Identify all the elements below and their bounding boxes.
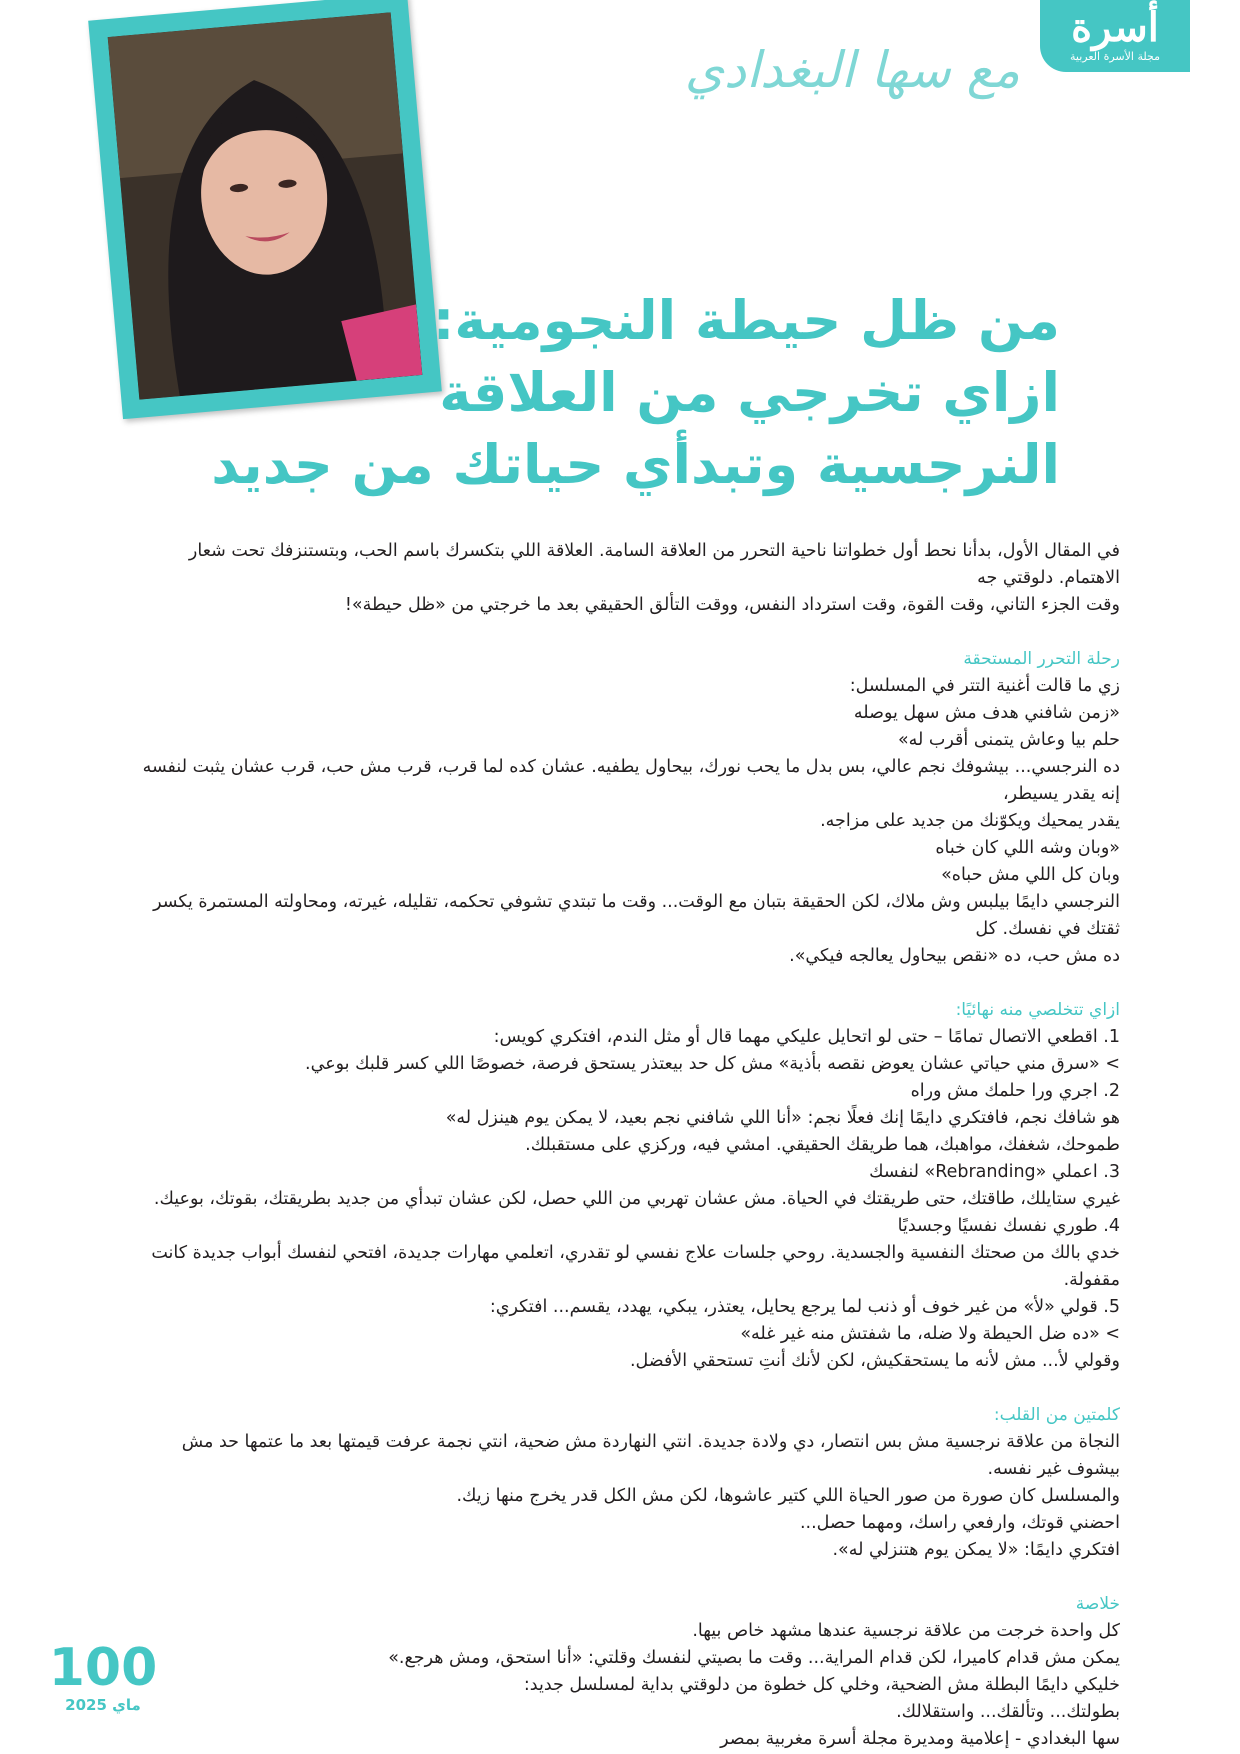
intro-line: في المقال الأول، بدأنا نحط أول خطواتنا ناحية التحرر من العلاقة السامة. العلاقة اللي بتكسرك باسم الحب، وبتستنزفك تحت شعار الاهتمام. دلوقتي جه	[188, 541, 1120, 588]
logo-subtitle: مجلة الأسرة العربية	[1070, 50, 1160, 63]
page-number: 100	[48, 1638, 158, 1698]
body-line: غيري ستايلك، طاقتك، حتى طريقتك في الحياة. مش عشان تهربي من اللي حصل، لكن عشان تبدأي من جديد بطريقتك، بقوتك، بوعيك.	[153, 1189, 1120, 1209]
body-line: وبان كل اللي مش حباه»	[941, 865, 1120, 885]
body-line: 4. طوري نفسك نفسيًا وجسديًا	[897, 1216, 1120, 1236]
body-line: 1. اقطعي الاتصال تمامًا – حتى لو اتحايل عليكي مهما قال أو مثل الندم، افتكري كويس:	[493, 1027, 1120, 1047]
body-line: النرجسي دايمًا بيلبس وش ملاك، لكن الحقيقة بتبان مع الوقت... وقت ما تبتدي تشوفي تحكمه، تقليله، غيرته، ومحاولته المستمرة يكسر ثقتك في نفسك. كل	[153, 892, 1120, 939]
magazine-logo	[1040, 0, 1190, 72]
body-line: النجاة من علاقة نرجسية مش بس انتصار، دي ولادة جديدة. انتي النهاردة مش ضحية، انتي نجمة عرفت قيمتها بعد ما عتمها حد مش بيشوف غير نفسه.	[181, 1432, 1120, 1479]
body-line: «زمن شافني هدف مش سهل يوصله	[853, 703, 1120, 723]
body-line: خليكي دايمًا البطلة مش الضحية، وخلي كل خطوة من دلوقتي بداية لمسلسل جديد:	[523, 1675, 1120, 1695]
body-line: طموحك، شغفك، مواهبك، هما طريقك الحقيقي. امشي فيه، وركزي على مستقبلك.	[525, 1135, 1120, 1155]
body-line: يقدر يمحيك ويكوّنك من جديد على مزاجه.	[820, 811, 1120, 831]
body-line: > «سرق مني حياتي عشان يعوض نقصه بأذية» مش كل حد بيعتذر يستحق فرصة، خصوصًا اللي كسر قلبك بوعي.	[305, 1054, 1120, 1074]
headline-line-2: ازاي تخرجي من العلاقة	[439, 361, 1060, 424]
section-heading: رحلة التحرر المستحقة	[963, 649, 1120, 669]
author-signature: سها البغدادي - إعلامية ومديرة مجلة أسرة مغربية بمصر	[720, 1729, 1120, 1749]
section-heading: كلمتين من القلب:	[993, 1405, 1120, 1425]
body-line: وقولي لأ... مش لأنه ما يستحقكيش، لكن لأنك أنتِ تستحقي الأفضل.	[629, 1351, 1120, 1371]
body-line: بطولتك... وتألقك... واستقلالك.	[896, 1702, 1120, 1722]
body-line: 2. اجري ورا حلمك مش وراه	[910, 1081, 1120, 1101]
body-line: زي ما قالت أغنية التتر في المسلسل:	[849, 676, 1120, 696]
headline-line-1: من ظل حيطة النجومية:	[432, 289, 1060, 352]
headline-line-3: النرجسية وتبدأي حياتك من جديد	[211, 433, 1060, 496]
body-line: 5. قولي «لأ» من غير خوف أو ذنب لما يرجع يحايل، يعتذر، يبكي، يهدد، يقسم... افتكري:	[489, 1297, 1120, 1317]
body-line: > «ده ضل الحيطة ولا ضله، ما شفتش منه غير غله»	[740, 1324, 1120, 1344]
body-line: ده النرجسي... بيشوفك نجم عالي، بس بدل ما يحب نورك، بيحاول يطفيه. عشان كده لما قرب، قرب مش حب، قرب عشان يثبت لنفسه إنه يقدر يسيطر،	[142, 757, 1120, 804]
body-line: يمكن مش قدام كاميرا، لكن قدام المراية... وقت ما بصيتي لنفسك وقلتي: «أنا استحق، ومش هرجع.»	[388, 1648, 1120, 1668]
body-line: هو شافك نجم، فافتكري دايمًا إنك فعلًا نجم: «أنا اللي شافني نجم بعيد، لا يمكن يوم هينزل له»	[445, 1108, 1120, 1128]
body-line: كل واحدة خرجت من علاقة نرجسية عندها مشهد خاص بيها.	[692, 1621, 1120, 1641]
body-line: 3. اعملي «Rebranding» لنفسك	[869, 1162, 1120, 1182]
body-line: خدي بالك من صحتك النفسية والجسدية. روحي جلسات علاج نفسي لو تقدري، اتعلمي مهارات جديدة، افتحي لنفسك أبواب جديدة كانت مقفولة.	[151, 1243, 1120, 1290]
intro-line: وقت الجزء التاني، وقت القوة، وقت استرداد النفس، ووقت التألق الحقيقي بعد ما خرجتي من «ظل حيطة»!	[344, 595, 1120, 615]
article-headline	[211, 285, 1060, 501]
section-heading: خلاصة	[1075, 1594, 1120, 1614]
author-byline: مع سها البغدادي	[684, 41, 1020, 99]
section-heading: ازاي تتخلصي منه نهائيًا:	[955, 1000, 1120, 1020]
body-line: ده مش حب، ده «نقص بيحاول يعالجه فيكي».	[789, 946, 1120, 966]
article-body	[140, 538, 1120, 1753]
body-line: احضني قوتك، وارفعي راسك، ومهما حصل...	[799, 1513, 1120, 1533]
logo-wordmark: أسرة	[1071, 4, 1159, 51]
page-footer	[28, 1640, 178, 1714]
body-line: والمسلسل كان صورة من صور الحياة اللي كتير عاشوها، لكن مش الكل قدر يخرج منها زيك.	[456, 1486, 1120, 1506]
body-line: افتكري دايمًا: «لا يمكن يوم هتنزلي له».	[832, 1540, 1120, 1560]
body-line: «وبان وشه اللي كان خباه	[935, 838, 1120, 858]
issue-date: ماي 2025	[65, 1696, 141, 1714]
body-line: حلم بيا وعاش يتمنى أقرب له»	[897, 730, 1120, 750]
